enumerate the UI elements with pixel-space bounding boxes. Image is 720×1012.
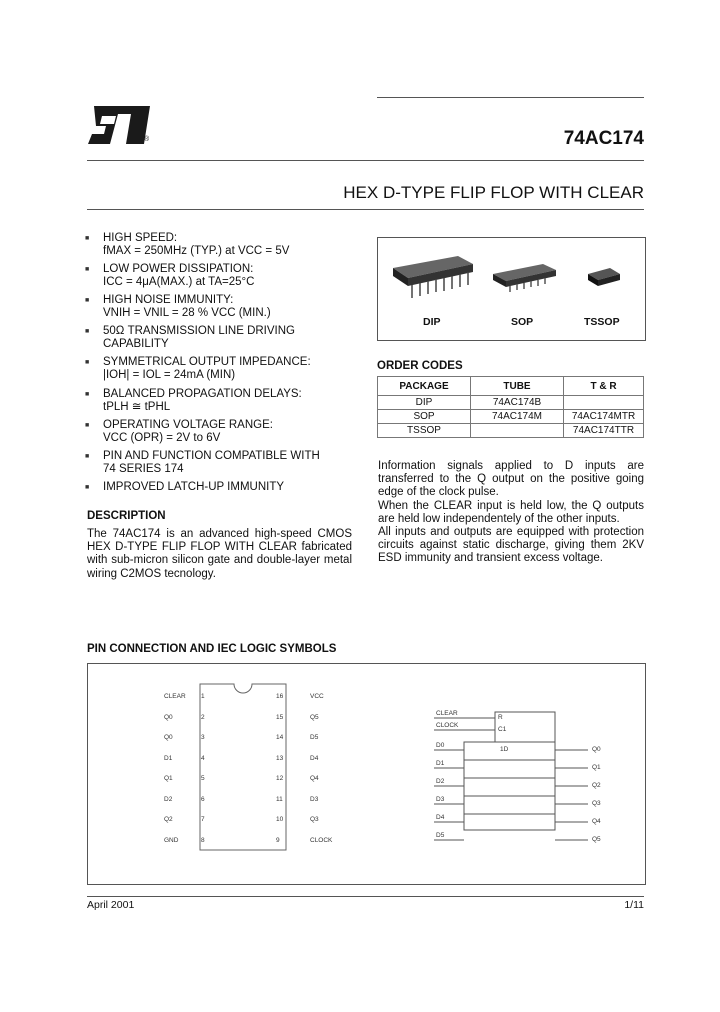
feature-line: fMAX = 250MHz (TYP.) at VCC = 5V — [103, 245, 290, 257]
feature-item — [85, 294, 348, 320]
info-paragraph-2: When the CLEAR input is held low, the Q outputs are held low independentely of the other inputs. — [378, 499, 644, 525]
feature-line: OPERATING VOLTAGE RANGE: — [103, 419, 273, 431]
iec-output-label: Q2 — [592, 782, 601, 789]
tssop-label: TSSOP — [584, 316, 620, 328]
part-number: 74AC174 — [563, 128, 644, 149]
left-pin-label: Q0 — [164, 713, 173, 721]
footer-page: 1/11 — [624, 899, 644, 911]
iec-output-label: Q4 — [592, 818, 601, 825]
logic-symbols-box — [87, 663, 646, 885]
sop-package-image — [493, 264, 556, 292]
table-row: TSSOP 74AC174TTR — [378, 424, 644, 438]
feature-item — [85, 325, 348, 351]
package-drawings — [378, 238, 645, 318]
iec-input-label: D2 — [436, 778, 445, 785]
description-body: The 74AC174 is an advanced high-speed CMOS HEX D-TYPE FLIP FLOP WITH CLEAR fabricated with sub-micron silicon gate and double-layer metal wiring C2MOS tecnology. — [87, 528, 352, 580]
bullet-icon: ■ — [85, 266, 90, 273]
st-logo — [86, 104, 156, 154]
dip-outline — [200, 684, 286, 850]
packages-box — [377, 237, 646, 341]
logo-registered-mark: ® — [144, 136, 150, 143]
left-pin-number: 4 — [201, 754, 205, 762]
right-pin-number: 10 — [276, 816, 284, 823]
info-paragraph-1: Information signals applied to D inputs are transferred to the Q output on the positive going edge of the clock pulse. — [378, 460, 644, 499]
footer-date: April 2001 — [87, 899, 135, 911]
left-pin-number: 8 — [201, 836, 205, 844]
dip-label: DIP — [423, 316, 441, 328]
iec-input-label: D1 — [436, 760, 445, 767]
feature-line: LOW POWER DISSIPATION: — [103, 263, 254, 275]
feature-item — [85, 481, 348, 494]
sop-label: SOP — [511, 316, 534, 328]
iec-ctrl-c1: C1 — [498, 726, 507, 733]
feature-line: HIGH SPEED: — [103, 232, 178, 244]
left-pin-number: 6 — [201, 795, 205, 803]
right-pin-label: Q5 — [310, 713, 319, 721]
col-tube: TUBE — [471, 377, 564, 396]
right-pin-label: VCC — [310, 693, 324, 700]
bullet-icon: ■ — [85, 391, 90, 398]
bullet-icon: ■ — [85, 297, 90, 304]
iec-input-label: D4 — [436, 814, 445, 821]
iec-input-label: D0 — [436, 742, 445, 749]
bullet-icon: ■ — [85, 453, 90, 460]
col-package: PACKAGE — [378, 377, 471, 396]
title-rule — [87, 160, 644, 161]
feature-line: IMPROVED LATCH-UP IMMUNITY — [103, 481, 285, 493]
left-pin-label: Q0 — [164, 734, 173, 741]
feature-line: VNIH = VNIL = 28 % VCC (MIN.) — [103, 307, 271, 319]
iec-output-label: Q5 — [592, 836, 601, 843]
bullet-icon: ■ — [85, 484, 90, 491]
iec-input-label: D5 — [436, 832, 445, 839]
right-pin-number: 15 — [276, 713, 284, 721]
left-pin-number: 5 — [201, 775, 205, 782]
iec-input-label: D3 — [436, 796, 445, 803]
left-pin-number: 3 — [201, 734, 205, 741]
right-pin-number: 11 — [276, 795, 283, 803]
iec-output-label: Q3 — [592, 800, 601, 807]
table-row: DIP 74AC174B — [378, 396, 644, 410]
footer-rule — [87, 896, 644, 897]
feature-line: SYMMETRICAL OUTPUT IMPEDANCE: — [103, 356, 311, 368]
feature-line: |IOH| = IOL = 24mA (MIN) — [103, 369, 236, 381]
feature-item — [85, 232, 348, 258]
dip-package-image — [393, 256, 473, 298]
description-heading: DESCRIPTION — [87, 510, 166, 522]
info-paragraph-3: All inputs and outputs are equipped with protection circuits against static discharge, giving them 2KV ESD immunity and transient excess voltage. — [378, 526, 644, 565]
right-pin-number: 14 — [276, 734, 284, 741]
right-pin-label: Q3 — [310, 816, 319, 823]
col-tr: T & R — [564, 377, 644, 396]
iec-input-label: CLEAR — [436, 710, 458, 717]
left-pin-number: 2 — [201, 713, 205, 721]
table-row: SOP 74AC174M 74AC174MTR — [378, 410, 644, 424]
iec-output-label: Q0 — [592, 746, 601, 753]
info-text — [378, 460, 644, 566]
feature-line: CAPABILITY — [103, 338, 169, 350]
left-pin-label: D1 — [164, 754, 173, 762]
feature-line: ICC = 4μA(MAX.) at TA=25°C — [103, 276, 255, 288]
left-pin-label: Q2 — [164, 816, 173, 823]
description-text — [87, 528, 352, 581]
feature-item — [85, 263, 348, 289]
feature-line: HIGH NOISE IMMUNITY: — [103, 294, 234, 306]
feature-item — [85, 356, 348, 382]
right-pin-label: CLOCK — [310, 836, 333, 844]
iec-input-label: CLOCK — [436, 722, 459, 729]
feature-line: 74 SERIES 174 — [103, 463, 184, 475]
top-rule — [377, 97, 644, 98]
iec-ctrl-r: R — [498, 714, 503, 721]
feature-line: BALANCED PROPAGATION DELAYS: — [103, 388, 302, 400]
subtitle-rule — [87, 209, 644, 210]
right-pin-label: D5 — [310, 734, 319, 741]
iec-output-label: Q1 — [592, 764, 601, 771]
left-pin-label: CLEAR — [164, 693, 186, 700]
page-title: HEX D-TYPE FLIP FLOP WITH CLEAR — [343, 183, 644, 202]
order-codes-table — [377, 376, 644, 438]
feature-line: tPLH ≅ tPHL — [103, 401, 171, 413]
left-pin-label: Q1 — [164, 775, 173, 782]
bullet-icon: ■ — [85, 359, 90, 366]
feature-item — [85, 388, 348, 414]
pin-section-heading: PIN CONNECTION AND IEC LOGIC SYMBOLS — [87, 643, 337, 655]
iec-ctrl-1d: 1D — [500, 746, 509, 753]
order-codes-heading: ORDER CODES — [377, 360, 463, 372]
right-pin-number: 13 — [276, 754, 284, 762]
right-pin-number: 16 — [276, 693, 284, 700]
left-pin-label: D2 — [164, 795, 173, 803]
left-pin-number: 7 — [201, 816, 205, 823]
bullet-icon: ■ — [85, 235, 90, 242]
bullet-icon: ■ — [85, 328, 90, 335]
left-pin-number: 1 — [201, 693, 205, 700]
right-pin-label: D4 — [310, 754, 319, 762]
feature-line: PIN AND FUNCTION COMPATIBLE WITH — [103, 450, 320, 462]
right-pin-label: Q4 — [310, 775, 319, 782]
bullet-icon: ■ — [85, 422, 90, 429]
feature-line: VCC (OPR) = 2V to 6V — [103, 432, 221, 444]
tssop-package-image — [588, 268, 620, 286]
feature-item — [85, 450, 348, 476]
right-pin-number: 9 — [276, 836, 280, 844]
left-pin-label: GND — [164, 836, 179, 844]
right-pin-label: D3 — [310, 795, 319, 803]
right-pin-number: 12 — [276, 775, 284, 782]
feature-line: 50Ω TRANSMISSION LINE DRIVING — [103, 325, 295, 337]
feature-item — [85, 419, 348, 445]
